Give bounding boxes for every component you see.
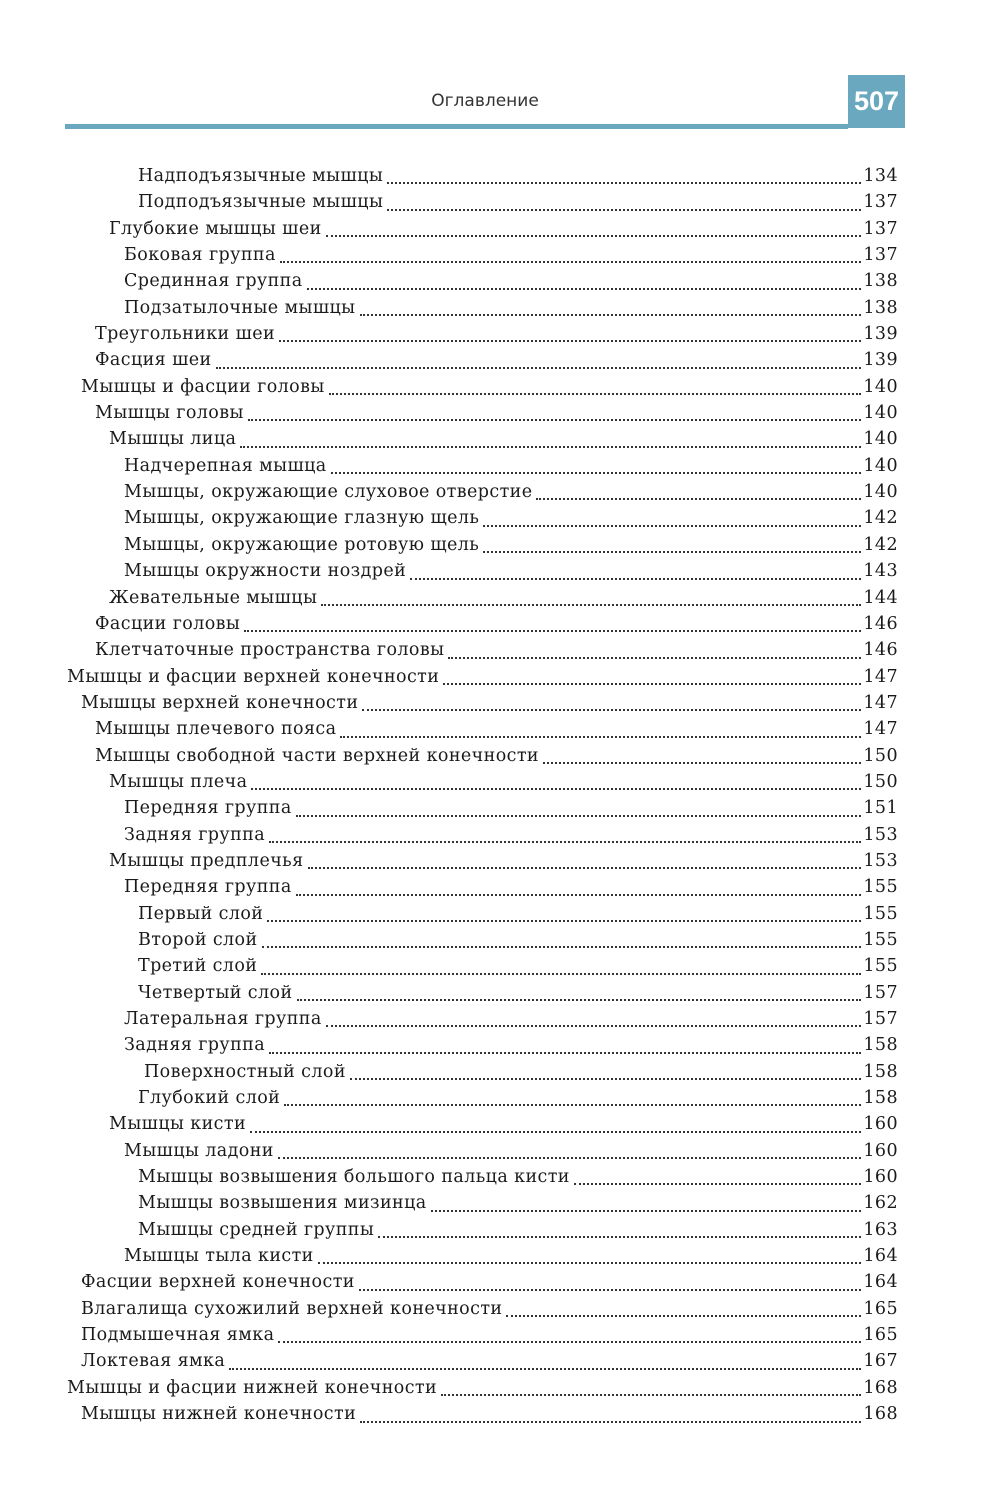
toc-entry-title: Боковая группа [124,245,276,266]
toc-entry [0,268,898,294]
header-rule [65,124,848,129]
toc-entry-page: 150 [863,745,898,766]
toc-entry-title: Мышцы окружности ноздрей [124,561,407,582]
toc-entry-title: Мышцы возвышения мизинца [138,1193,427,1214]
toc-entry [0,1111,898,1137]
toc-entry-page: 160 [863,1140,898,1161]
toc-entry-page: 139 [863,324,898,345]
toc-entry [0,795,898,821]
toc-entry-page: 157 [863,982,898,1003]
toc-entry-page: 155 [863,956,898,977]
toc-entry-title: Глубокие мышцы шеи [109,218,322,239]
toc-entry-page: 146 [863,613,898,634]
toc-entry [0,848,898,874]
toc-dot-leader [251,788,861,790]
toc-dot-leader [284,1104,861,1106]
toc-dot-leader [431,1210,862,1212]
toc-entry-page: 155 [863,929,898,950]
toc-entry-title: Глубокий слой [138,1088,281,1109]
toc-dot-leader [543,762,861,764]
toc-entry-title: Фасции верхней конечности [81,1272,355,1293]
toc-entry-page: 143 [863,561,898,582]
toc-entry-title: Фасция шеи [95,350,212,371]
toc-entry-title: Мышцы и фасции верхней конечности [67,666,440,687]
toc-dot-leader [326,1025,862,1027]
table-of-contents [0,163,1000,1428]
toc-dot-leader [262,946,862,948]
toc-dot-leader [321,604,861,606]
toc-entry-page: 137 [863,245,898,266]
toc-dot-leader [248,419,862,421]
toc-entry [0,1269,898,1295]
toc-entry [0,1375,898,1401]
toc-entry [0,1032,898,1058]
toc-entry-title: Мышцы свободной части верхней конечности [95,745,539,766]
toc-entry-page: 151 [863,798,898,819]
toc-dot-leader [340,736,861,738]
toc-entry [0,295,898,321]
toc-entry-page: 153 [863,824,898,845]
toc-entry [0,611,898,637]
toc-entry-page: 140 [863,482,898,503]
toc-entry [0,585,898,611]
toc-entry-title: Третий слой [138,956,258,977]
toc-entry-title: Мышцы предплечья [109,850,304,871]
toc-entry [0,479,898,505]
toc-entry-page: 167 [863,1351,898,1372]
toc-entry [0,690,898,716]
toc-entry [0,453,898,479]
toc-dot-leader [350,1078,861,1080]
toc-dot-leader [359,1289,862,1291]
toc-dot-leader [240,446,861,448]
toc-dot-leader [483,551,861,553]
toc-entry-page: 158 [863,1035,898,1056]
toc-entry-page: 165 [863,1298,898,1319]
toc-dot-leader [360,314,862,316]
toc-entry [0,927,898,953]
toc-entry [0,1217,898,1243]
toc-dot-leader [296,894,862,896]
toc-dot-leader [362,709,861,711]
toc-dot-leader [279,340,861,342]
toc-entry-title: Поверхностный слой [144,1061,346,1082]
toc-entry-title: Жевательные мышцы [109,587,318,608]
toc-entry [0,1085,898,1111]
toc-entry-page: 147 [863,719,898,740]
toc-entry-page: 134 [863,166,898,186]
toc-entry-title: Срединная группа [124,271,303,292]
toc-entry-page: 168 [863,1377,898,1398]
toc-dot-leader [483,525,861,527]
toc-entry-page: 138 [863,271,898,292]
toc-entry-title: Латеральная группа [124,1009,322,1029]
toc-entry [0,743,898,769]
toc-entry [0,1243,898,1269]
toc-entry-title: Задняя группа [124,1035,266,1056]
toc-entry-page: 164 [863,1272,898,1293]
toc-entry-page: 155 [863,903,898,924]
toc-entry [0,189,898,215]
toc-entry-title: Треугольники шеи [95,324,276,345]
toc-entry [0,347,898,373]
toc-entry-page: 160 [863,1167,898,1188]
toc-entry [0,716,898,742]
toc-dot-leader [574,1183,862,1185]
toc-dot-leader [378,1236,861,1238]
toc-entry-title: Мышцы, окружающие слуховое отверстие [124,482,533,503]
toc-entry-page: 168 [863,1404,898,1425]
toc-entry-page: 157 [863,1009,898,1029]
toc-entry [0,1138,898,1164]
toc-entry [0,769,898,795]
toc-dot-leader [244,630,861,632]
toc-dot-leader [448,657,861,659]
toc-entry [0,1006,898,1032]
toc-dot-leader [329,393,862,395]
toc-dot-leader [280,261,862,263]
toc-entry-title: Мышцы кисти [109,1114,247,1135]
toc-entry [0,400,898,426]
toc-entry-page: 137 [863,192,898,213]
toc-entry-title: Мышцы головы [95,403,244,424]
toc-dot-leader [360,1421,861,1423]
toc-dot-leader [250,1131,861,1133]
toc-entry [0,1401,898,1427]
toc-entry-title: Фасции головы [95,613,241,634]
toc-entry-page: 137 [863,218,898,239]
toc-dot-leader [506,1315,861,1317]
toc-entry-page: 142 [863,534,898,555]
toc-entry [0,505,898,531]
toc-entry [0,1348,898,1374]
toc-dot-leader [326,235,862,237]
toc-entry-page: 139 [863,350,898,371]
toc-entry-page: 140 [863,455,898,476]
toc-dot-leader [216,367,862,369]
toc-entry [0,321,898,347]
toc-entry [0,426,898,452]
toc-entry-page: 158 [863,1061,898,1082]
toc-entry [0,532,898,558]
toc-dot-leader [331,472,862,474]
toc-entry-title: Четвертый слой [138,982,293,1003]
toc-entry-title: Надчерепная мышца [124,455,327,476]
toc-entry [0,953,898,979]
toc-entry-page: 144 [863,587,898,608]
toc-entry-title: Мышцы тыла кисти [124,1246,314,1267]
toc-entry-title: Мышцы верхней конечности [81,692,359,713]
toc-dot-leader [308,867,862,869]
toc-entry-page: 165 [863,1325,898,1346]
toc-entry [0,163,898,189]
toc-entry-title: Мышцы лица [109,429,237,450]
toc-entry-page: 140 [863,403,898,424]
toc-entry-title: Мышцы и фасции головы [81,376,325,397]
toc-entry-title: Мышцы средней группы [138,1219,375,1240]
toc-entry [0,1059,898,1085]
toc-entry-title: Подподъязычные мышцы [138,192,384,213]
toc-dot-leader [443,683,861,685]
toc-entry-title: Задняя группа [124,824,266,845]
toc-entry-title: Надподъязычные мышцы [138,166,384,186]
toc-entry [0,1296,898,1322]
toc-entry [0,558,898,584]
toc-entry [0,901,898,927]
toc-dot-leader [269,841,861,843]
toc-entry [0,1322,898,1348]
toc-entry-title: Первый слой [138,903,264,924]
toc-dot-leader [387,209,861,211]
toc-entry-page: 140 [863,376,898,397]
toc-dot-leader [387,182,861,184]
toc-entry-page: 153 [863,850,898,871]
toc-entry-title: Локтевая ямка [81,1351,226,1372]
toc-entry-title: Мышцы и фасции нижней конечности [67,1377,438,1398]
toc-dot-leader [536,498,861,500]
toc-dot-leader [267,920,861,922]
toc-dot-leader [441,1394,861,1396]
toc-entry [0,216,898,242]
toc-entry-page: 140 [863,429,898,450]
toc-entry [0,637,898,663]
toc-entry-title: Подмышечная ямка [81,1325,275,1346]
toc-entry-title: Мышцы возвышения большого пальца кисти [138,1167,570,1188]
toc-entry-title: Мышцы, окружающие глазную щель [124,508,480,529]
toc-dot-leader [297,999,862,1001]
toc-dot-leader [261,973,861,975]
toc-entry-page: 163 [863,1219,898,1240]
toc-entry [0,1190,898,1216]
toc-entry [0,664,898,690]
toc-entry-title: Мышцы плеча [109,771,248,792]
toc-entry-title: Мышцы нижней конечности [81,1404,357,1425]
toc-entry-title: Мышцы, окружающие ротовую щель [124,534,480,555]
toc-entry-page: 147 [863,692,898,713]
toc-entry-title: Подзатылочные мышцы [124,297,356,318]
toc-entry-title: Влагалища сухожилий верхней конечности [81,1298,503,1319]
toc-entry-title: Клетчаточные пространства головы [95,640,445,661]
toc-dot-leader [269,1052,861,1054]
toc-entry [0,374,898,400]
toc-entry-title: Мышцы плечевого пояса [95,719,337,740]
toc-entry [0,874,898,900]
toc-dot-leader [318,1262,862,1264]
toc-dot-leader [410,578,861,580]
running-header-title: Оглавление [431,91,539,111]
toc-entry-page: 155 [863,877,898,898]
toc-entry [0,822,898,848]
toc-entry-page: 158 [863,1088,898,1109]
toc-dot-leader [278,1341,861,1343]
page-number-badge: 507 [848,75,905,128]
toc-entry [0,980,898,1006]
toc-entry-title: Передняя группа [124,798,292,819]
toc-dot-leader [296,815,862,817]
toc-entry-page: 138 [863,297,898,318]
toc-dot-leader [278,1157,862,1159]
toc-entry-page: 164 [863,1246,898,1267]
toc-entry-page: 142 [863,508,898,529]
toc-entry-page: 162 [863,1193,898,1214]
toc-entry-page: 146 [863,640,898,661]
toc-entry [0,242,898,268]
toc-entry-page: 147 [863,666,898,687]
toc-entry [0,1164,898,1190]
toc-entry-title: Второй слой [138,929,258,950]
toc-dot-leader [229,1368,861,1370]
toc-entry-page: 150 [863,771,898,792]
toc-entry-title: Передняя группа [124,877,292,898]
toc-entry-page: 160 [863,1114,898,1135]
toc-entry-title: Мышцы ладони [124,1140,274,1161]
toc-dot-leader [307,288,862,290]
